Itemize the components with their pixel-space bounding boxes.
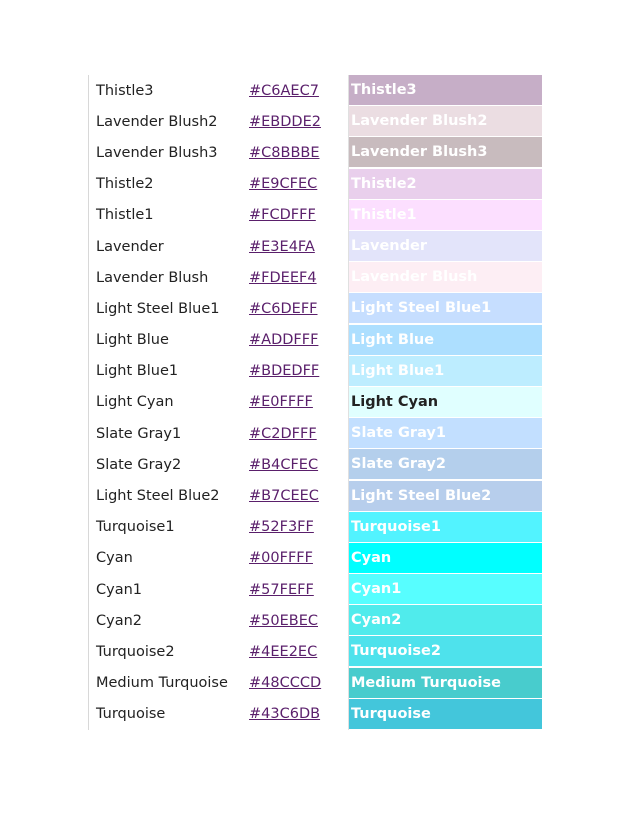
color-swatch: Light Steel Blue2 [349,481,542,512]
color-name: Light Steel Blue1 [96,300,220,317]
table-row [89,574,543,605]
table-row [89,137,543,168]
color-name: Cyan [96,550,133,567]
hex-link[interactable]: #48CCCD [249,675,322,692]
table-row [89,325,543,356]
color-swatch: Thistle3 [349,75,542,106]
color-name: Lavender Blush [96,269,209,286]
table-row [89,636,543,667]
hex-link[interactable]: #C6DEFF [249,300,318,317]
table-row [89,668,543,699]
color-swatch: Light Blue [349,325,542,356]
hex-link[interactable]: #ADDFFF [249,332,319,349]
color-swatch: Slate Gray2 [349,449,542,480]
hex-link[interactable]: #C8BBBE [249,144,320,161]
color-name: Thistle2 [96,176,154,193]
table-row [89,293,543,324]
color-swatch: Cyan2 [349,605,542,636]
table-row [89,231,543,262]
table-row [89,75,543,106]
color-table [88,75,543,730]
color-name: Turquoise1 [96,519,175,536]
hex-link[interactable]: #B7CEEC [249,488,319,505]
table-row [89,387,543,418]
color-swatch: Slate Gray1 [349,418,542,449]
color-swatch: Cyan1 [349,574,542,605]
color-name: Medium Turquoise [96,675,228,692]
hex-link[interactable]: #57FEFF [249,581,314,598]
table-row [89,543,543,574]
table-row [89,106,543,137]
color-swatch: Light Cyan [349,387,542,418]
color-name: Light Cyan [96,394,174,411]
hex-link[interactable]: #52F3FF [249,519,314,536]
hex-link[interactable]: #B4CFEC [249,456,319,473]
color-swatch: Turquoise2 [349,636,542,667]
table-row [89,512,543,543]
color-name: Lavender Blush2 [96,113,218,130]
color-name: Light Blue1 [96,363,179,380]
table-row [89,449,543,480]
hex-link[interactable]: #4EE2EC [249,643,318,660]
hex-link[interactable]: #E9CFEC [249,176,318,193]
hex-link[interactable]: #C2DFFF [249,425,317,442]
hex-link[interactable]: #50EBEC [249,612,318,629]
table-row [89,200,543,231]
color-name: Slate Gray2 [96,456,182,473]
color-swatch: Light Steel Blue1 [349,293,542,324]
hex-link[interactable]: #FDEEF4 [249,269,317,286]
color-name: Lavender Blush3 [96,144,218,161]
color-name: Cyan1 [96,581,143,598]
table-row [89,356,543,387]
hex-link[interactable]: #E3E4FA [249,238,315,255]
color-swatch: Lavender Blush3 [349,137,542,168]
color-swatch: Turquoise [349,699,542,730]
hex-link[interactable]: #BDEDFF [249,363,320,380]
table-row [89,480,543,511]
table-row [89,262,543,293]
color-name: Light Blue [96,332,169,349]
color-name: Slate Gray1 [96,425,182,442]
table-row [89,605,543,636]
hex-link[interactable]: #E0FFFF [249,394,313,411]
color-swatch: Light Blue1 [349,356,542,387]
color-swatch: Lavender Blush [349,262,542,293]
hex-link[interactable]: #00FFFF [249,550,313,567]
color-name: Thistle1 [96,207,154,224]
color-swatch: Medium Turquoise [349,668,542,699]
color-swatch: Lavender Blush2 [349,106,542,137]
hex-link[interactable]: #43C6DB [249,706,321,723]
color-name: Turquoise [96,706,166,723]
color-swatch: Thistle2 [349,169,542,200]
color-name: Light Steel Blue2 [96,488,220,505]
color-name: Lavender [96,238,164,255]
color-swatch: Lavender [349,231,542,262]
color-name: Cyan2 [96,612,143,629]
color-name: Thistle3 [96,82,154,99]
table-row [89,169,543,200]
table-row [89,699,543,730]
color-swatch: Cyan [349,543,542,574]
table-row [89,418,543,449]
color-swatch: Turquoise1 [349,512,542,543]
color-name: Turquoise2 [96,643,175,660]
hex-link[interactable]: #EBDDE2 [249,113,321,130]
hex-link[interactable]: #FCDFFF [249,207,316,224]
hex-link[interactable]: #C6AEC7 [249,82,319,99]
color-swatch: Thistle1 [349,200,542,231]
